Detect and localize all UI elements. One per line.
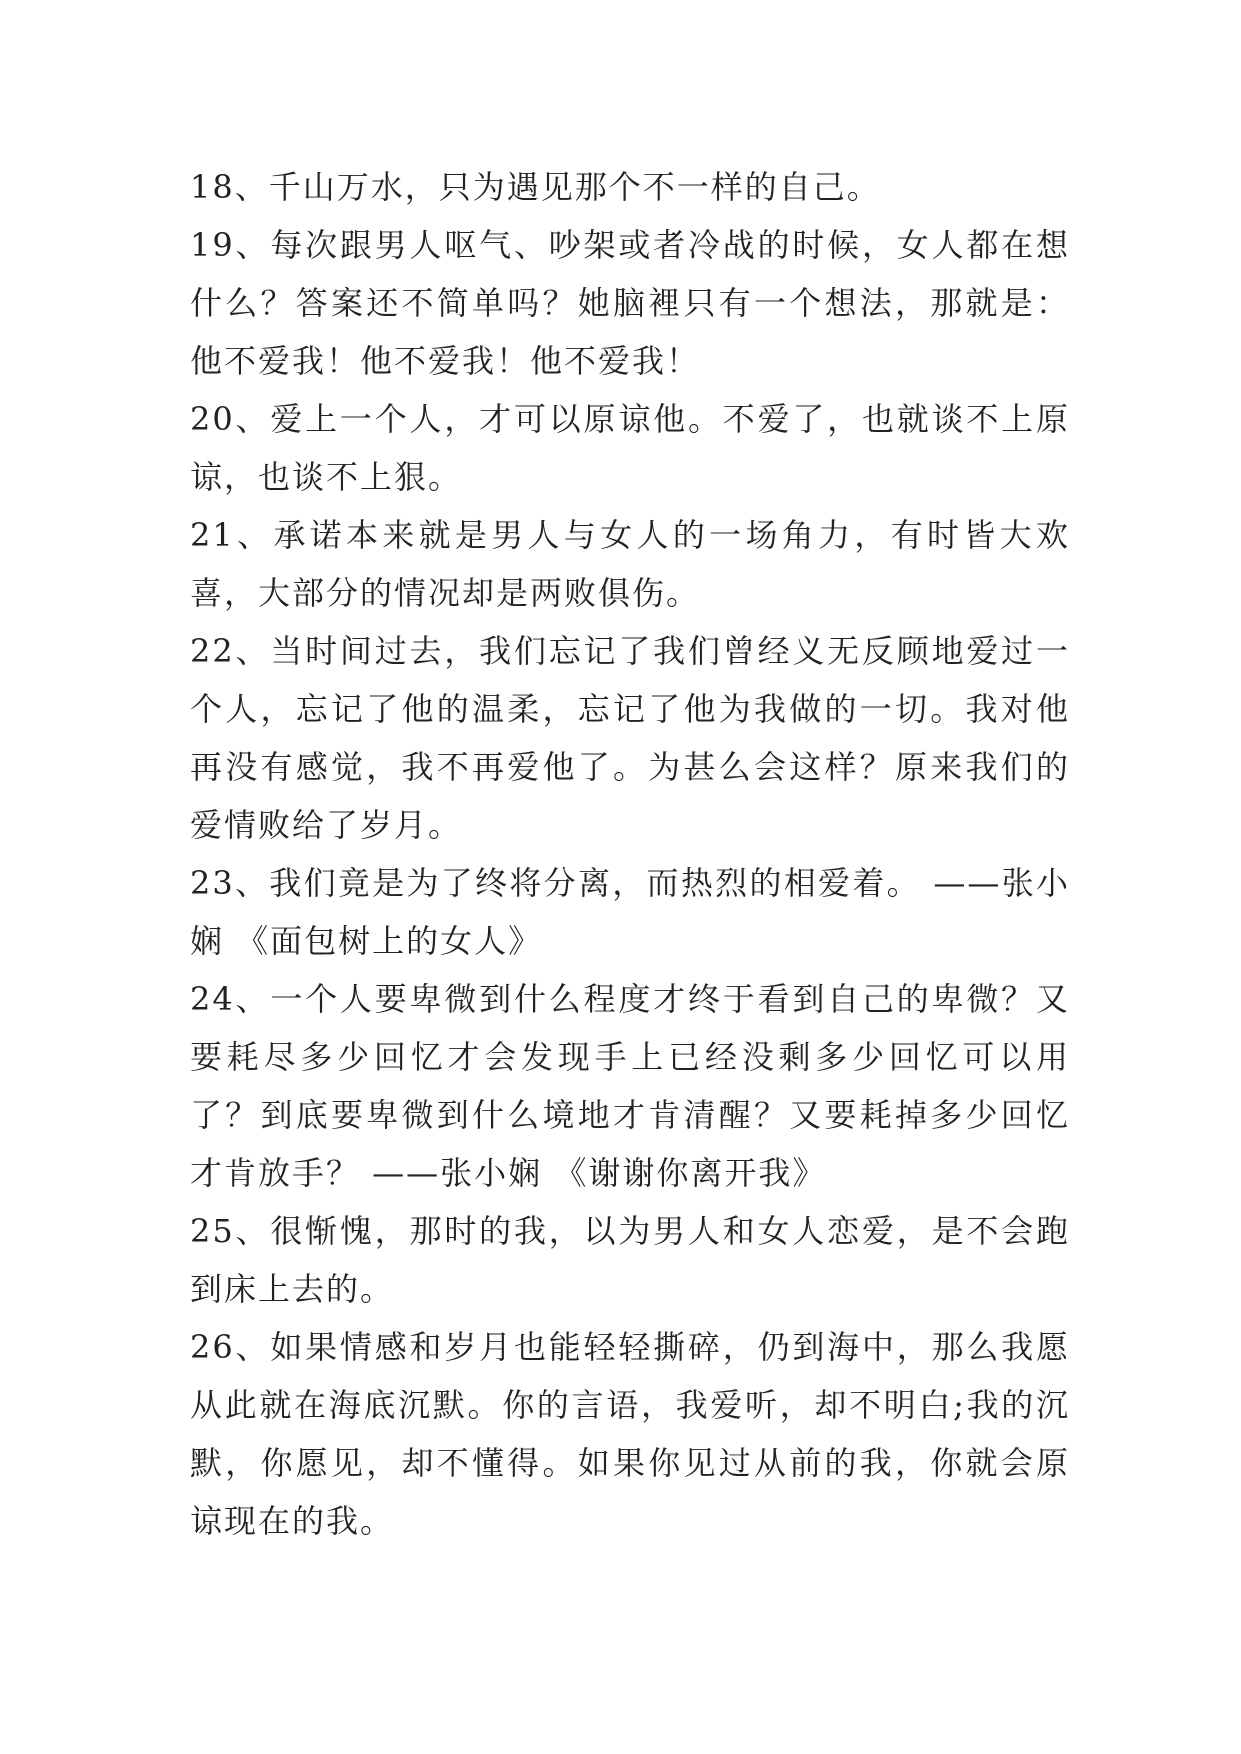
- quote-entry-21: 21、承诺本来就是男人与女人的一场角力，有时皆大欢喜，大部分的情况却是两败俱伤。: [190, 516, 1070, 612]
- document-body: [190, 158, 1070, 1550]
- quote-entry-22: 22、当时间过去，我们忘记了我们曾经义无反顾地爱过一个人，忘记了他的温柔，忘记了他为我做的一切。我对他再没有感觉，我不再爱他了。为甚么会这样？原来我们的爱情败给了岁月。: [190, 632, 1070, 844]
- quote-entry-18: 18、千山万水，只为遇见那个不一样的自己。: [190, 168, 881, 206]
- quote-entry-25: 25、很惭愧，那时的我，以为男人和女人恋爱，是不会跑到床上去的。: [190, 1212, 1070, 1308]
- quote-entry-26: 26、如果情感和岁月也能轻轻撕碎，仍到海中，那么我愿从此就在海底沉默。你的言语，我爱听，却不明白;我的沉默，你愿见，却不懂得。如果你见过从前的我，你就会原谅现在的我。: [190, 1328, 1070, 1540]
- quote-entry-23: 23、我们竟是为了终将分离，而热烈的相爱着。 ——张小娴 《面包树上的女人》: [190, 864, 1070, 960]
- quote-entry-19: 19、每次跟男人呕气、吵架或者冷战的时候，女人都在想什么？答案还不简单吗？她脑裡只有一个想法，那就是：他不爱我！他不爱我！他不爱我！: [190, 226, 1070, 380]
- quote-entry-20: 20、爱上一个人，才可以原谅他。不爱了，也就谈不上原谅，也谈不上狠。: [190, 400, 1070, 496]
- quote-entry-24: 24、一个人要卑微到什么程度才终于看到自己的卑微？又要耗尽多少回忆才会发现手上已经没剩多少回忆可以用了？到底要卑微到什么境地才肯清醒？又要耗掉多少回忆才肯放手？ ——张小娴 《谢谢你离开我》: [190, 980, 1070, 1192]
